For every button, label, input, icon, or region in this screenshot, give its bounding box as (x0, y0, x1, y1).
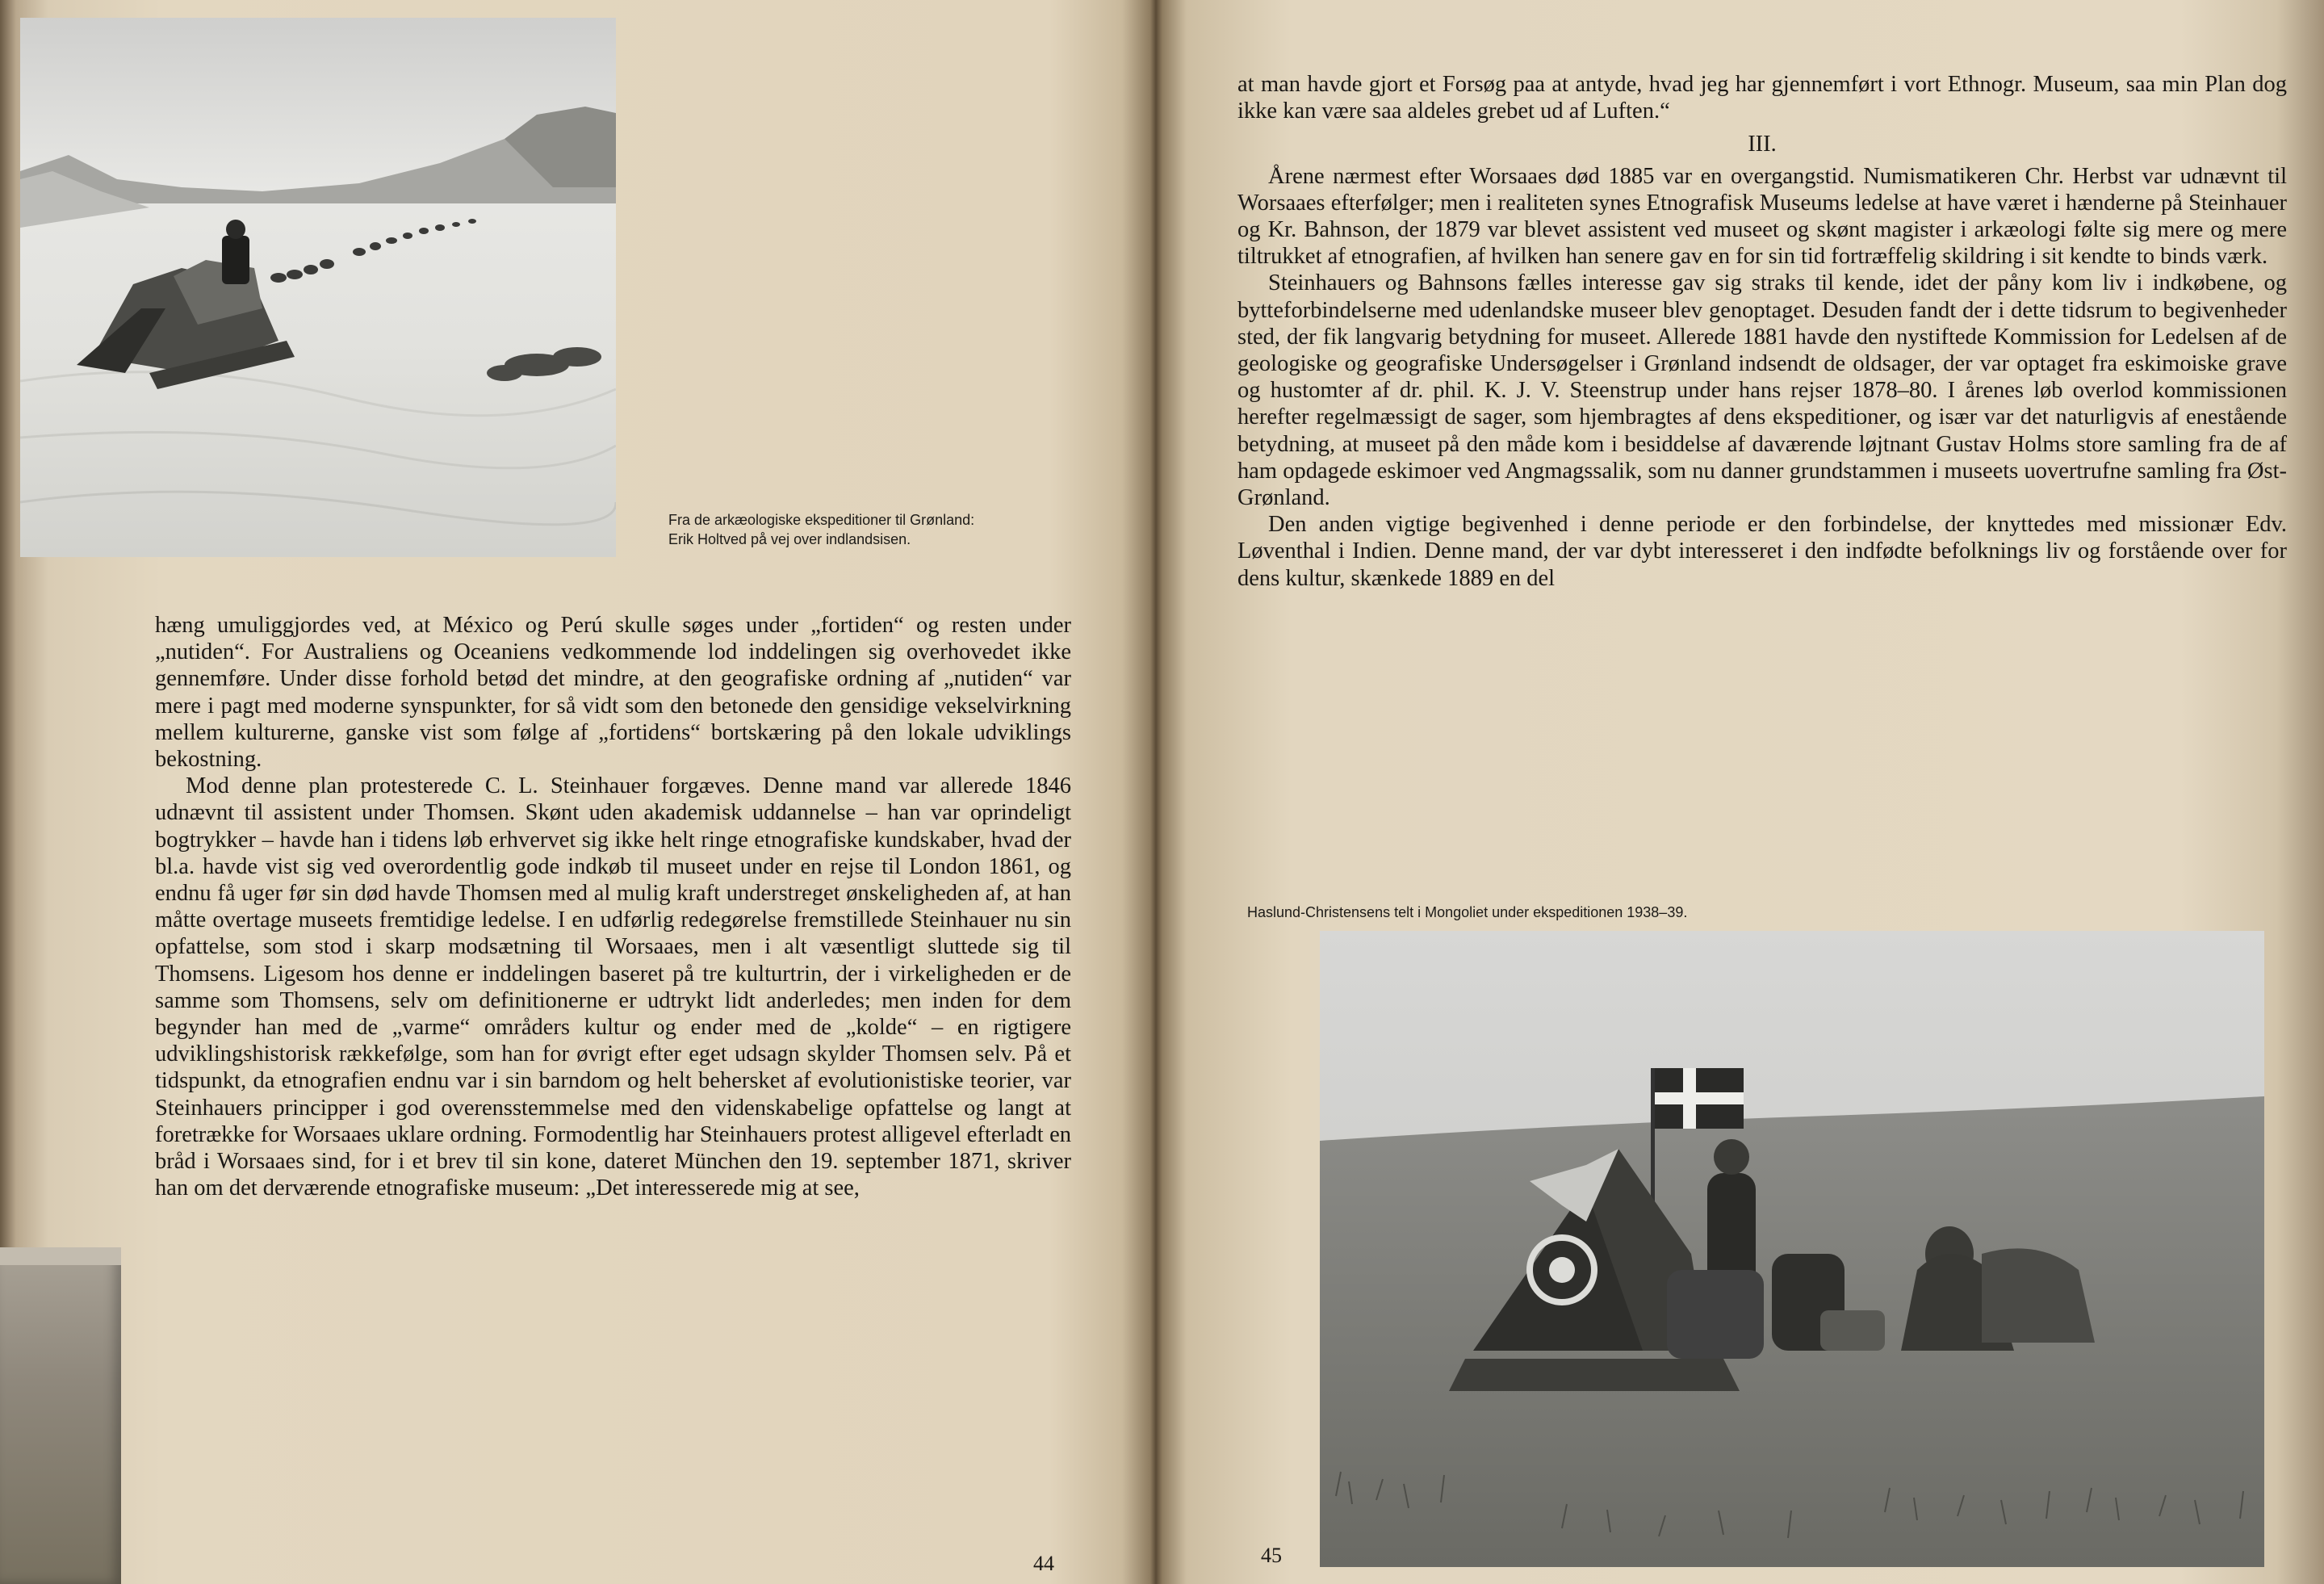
paragraph: Årene nærmest efter Worsaaes død 1885 var en overgangstid. Numismatikeren Chr. Herbst var udnævnt til Worsaaes efterfølger; men i realiteten synes Etnografisk Museums ledelse at have været i hænderne på Steinhauer og Kr. Bahnson, der 1879 var blevet assistent ved museet og skønt magister i arkæologi følte sig mere og mere tiltrukket af etnografien, af hvilken han senere gav en for sin tid fortræffelig skildring i sit kendte to binds værk. (1237, 163, 2287, 270)
right-page (1166, 0, 2324, 1584)
paragraph: Steinhauers og Bahnsons fælles interesse gav sig straks til kende, idet der påny kom liv i indkøbene, og bytteforbindelserne med udenlandske museer blev genoptaget. Desuden fandt der i dette tidsrum to begivenheder sted, der fik langvarig betydning for museet. Allerede 1881 havde den nystiftede Kommission for Ledelsen af de geologiske og geografiske Undersøgelser i Grønland indsendt de oldsager, der var optaget fra eskimoiske grave og hustomter af dr. phil. K. J. V. Steenstrup under hans rejser 1878–80. I årenes løb overlod kommissionen herefter regelmæssigt de sager, som hjembragtes af dens ekspeditioner, og især var det naturligvis af enestående betydning, at museet på den måde kom i besiddelse af daværende løjtnant Gustav Holms store samling fra de af ham opdagede eskimoer ved Angmagssalik, som nu danner grundstammen i museets uovertrufne samling fra Øst-Grønland. (1237, 270, 2287, 511)
right-body-text (1237, 71, 2287, 592)
paragraph: Mod denne plan protesterede C. L. Steinhauer forgæves. Denne mand var allerede 1846 udnævnt til assistent under Thomsen. Skønt uden akademisk uddannelse – han var oprindeligt bogtrykker – havde han i tidens løb erhvervet sig ikke helt ringe etnografiske kundskaber, hvad der bl.a. havde vist sig ved overordentlig gode indkøb til museet under en rejse til London 1861, og endnu få uger før sin død havde Thomsen med al mulig kraft understreget ønskeligheden af, at han måtte overtage museets fremtidige ledelse. I en udførlig redegørelse fremstillede Steinhauer nu sin opfattelse, som stod i skarp modsætning til Worsaaes, men i alt væsentligt sluttede sig til Thomsens. Ligesom hos denne er inddelingen baseret på tre kulturtrin, der i virkeligheden er de samme som Thomsens, selv om definitionerne er udtrykt lidt anderledes; men inden for dem begynder han med de „varme“ områders kultur og ender med de „kolde“ – en rigtigere udviklingshistorisk rækkefølge, som han for øvrigt efter eget udsagn skylder Thomsen selv. På et tidspunkt, da etnografien endnu var i sin barndom og helt behersket af evolutionistiske teorier, var Steinhauers principper i god overensstemmelse med den videnskabelige opfattelse og langt at foretrække for Worsaaes uklare ordning. Formodentlig har Steinhauers protest alligevel efterladt en bråd i Worsaaes sind, for i et brev til sin kone, dateret München den 19. september 1871, skriver han om det derværende etnografiske museum: „Det interesserede mig at see, (155, 773, 1071, 1201)
left-page (0, 0, 1146, 1584)
left-body-text (155, 612, 1071, 1201)
paragraph: Den anden vigtige begivenhed i denne periode er den forbindelse, der knyttedes med missionær Edv. Løventhal i Indien. Denne mand, der var dybt interesseret i den indfødte befolknings liv og forstående over for dens kultur, skænkede 1889 en del (1237, 512, 2287, 591)
paragraph: hæng umuliggjordes ved, at México og Perú skulle søges under „fortiden“ og resten under „nutiden“. For Australiens og Oceaniens vedkommende lod inddelingen sig overhovedet ikke gennemføre. Under disse forhold betød det mindre, at den geografiske ordning af „nutiden“ var mere i pagt med moderne synspunkter, for så vidt som den betonede den gensidige vekselvirkning mellem kulturerne, ganske vist som følge af „fortidens“ bortskæring på den lokale udviklings bekostning. (155, 613, 1071, 773)
mongolia-tent-photo (1320, 931, 2264, 1567)
stone-weight (0, 1247, 121, 1584)
greenland-expedition-photo (20, 18, 616, 557)
left-photo-caption (668, 510, 1120, 549)
section-heading: III. (1748, 132, 1777, 157)
right-photo-caption: Haslund-Christensens telt i Mongoliet under ekspeditionen 1938–39. (1247, 904, 1688, 920)
caption-line: Erik Holtved på vej over indlandsisen. (668, 531, 911, 547)
page-number-left: 44 (1033, 1552, 1054, 1575)
caption-line: Fra de arkæologiske ekspeditioner til Grønland: (668, 512, 975, 528)
paragraph: at man havde gjort et Forsøg paa at antyde, hvad jeg har gjennemført i vort Ethnogr. Museum, saa min Plan dog ikke kan være saa aldeles grebet ud af Luften.“ (1237, 72, 2287, 124)
page-number-right: 45 (1261, 1544, 1282, 1567)
